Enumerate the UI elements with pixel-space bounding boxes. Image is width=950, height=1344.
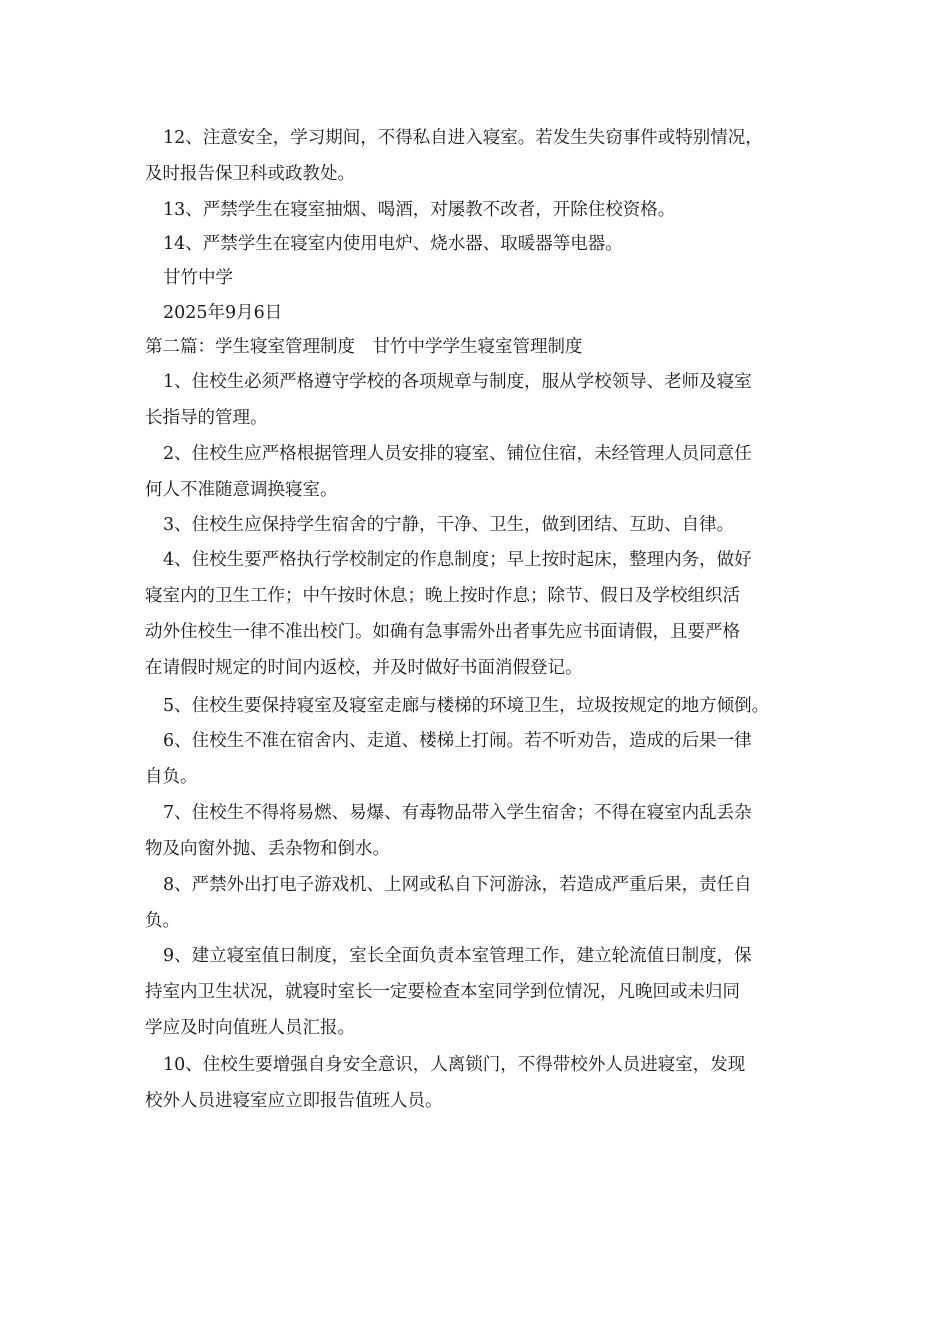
text-line: 13、严禁学生在寝室抽烟、喝酒，对屡教不改者，开除住校资格。 xyxy=(163,200,676,220)
text-line: 10、住校生要增强自身安全意识，人离锁门，不得带校外人员进寝室，发现 xyxy=(163,1055,746,1075)
text-line: 5、住校生要保持寝室及寝室走廊与楼梯的环境卫生，垃圾按规定的地方倾倒。 xyxy=(163,696,770,716)
text-line: 14、严禁学生在寝室内使用电炉、烧水器、取暖器等电器。 xyxy=(163,234,623,254)
text-line: 12、注意安全，学习期间，不得私自进入寝室。若发生失窃事件或特别情况， xyxy=(163,128,763,148)
text-line: 2、住校生应严格根据管理人员安排的寝室、铺位住宿，未经管理人员同意任 xyxy=(163,444,752,464)
text-line: 寝室内的卫生工作；中午按时休息；晚上按时作息；除节、假日及学校组织活 xyxy=(145,586,740,606)
text-line: 动外住校生一律不准出校门。如确有急事需外出者事先应书面请假，且要严格 xyxy=(145,622,740,642)
text-line: 在请假时规定的时间内返校，并及时做好书面消假登记。 xyxy=(145,658,583,678)
text-line: 物及向窗外抛、丢杂物和倒水。 xyxy=(145,839,390,859)
section-heading: 第二篇：学生寝室管理制度 甘竹中学学生寝室管理制度 xyxy=(145,337,583,357)
text-line: 3、住校生应保持学生宿舍的宁静，干净、卫生，做到团结、互助、自律。 xyxy=(163,515,735,535)
text-line: 9、建立寝室值日制度，室长全面负责本室管理工作，建立轮流值日制度，保 xyxy=(163,946,752,966)
text-line: 持室内卫生状况，就寝时室长一定要检查本室同学到位情况，凡晚回或未归同 xyxy=(145,982,740,1002)
signature-school: 甘竹中学 xyxy=(163,268,233,288)
text-line: 4、住校生要严格执行学校制定的作息制度；早上按时起床，整理内务，做好 xyxy=(163,550,752,570)
signature-date: 2025年9月6日 xyxy=(163,303,283,323)
text-line: 自负。 xyxy=(145,767,198,787)
text-line: 学应及时向值班人员汇报。 xyxy=(145,1018,355,1038)
text-line: 6、住校生不准在宿舍内、走道、楼梯上打闹。若不听劝告，造成的后果一律 xyxy=(163,731,752,751)
text-line: 长指导的管理。 xyxy=(145,408,268,428)
text-line: 负。 xyxy=(145,911,180,931)
text-line: 何人不准随意调换寝室。 xyxy=(145,480,338,500)
text-line: 8、严禁外出打电子游戏机、上网或私自下河游泳，若造成严重后果，责任自 xyxy=(163,875,752,895)
text-line: 校外人员进寝室应立即报告值班人员。 xyxy=(145,1091,443,1111)
text-line: 及时报告保卫科或政教处。 xyxy=(145,164,355,184)
text-line: 1、住校生必须严格遵守学校的各项规章与制度，服从学校领导、老师及寝室 xyxy=(163,372,752,392)
text-line: 7、住校生不得将易燃、易爆、有毒物品带入学生宿舍；不得在寝室内乱丢杂 xyxy=(163,803,752,823)
